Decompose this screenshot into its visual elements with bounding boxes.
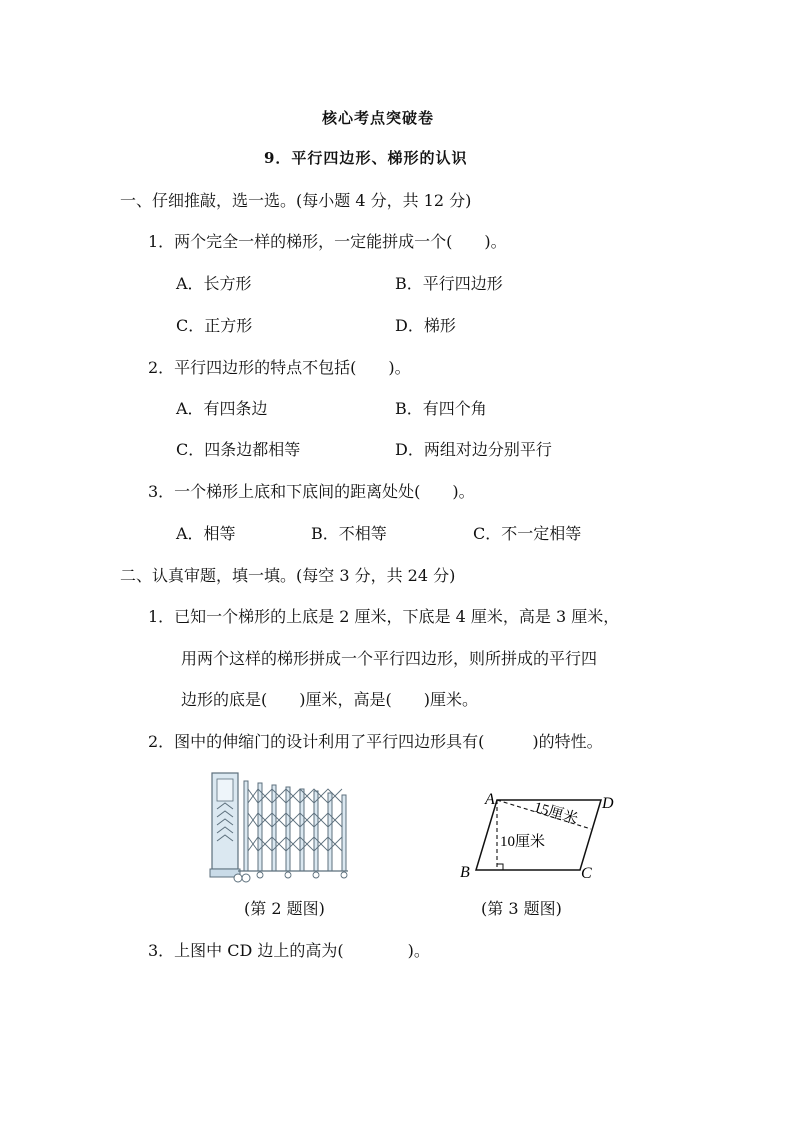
retractable-gate-figure: [208, 769, 354, 885]
question-1-2-option-c: C．四条边都相等: [176, 440, 301, 459]
parallelogram-figure: [455, 786, 625, 886]
question-1-1-option-c: C．正方形: [176, 316, 253, 335]
diagonal-length-label: 15厘米: [531, 799, 580, 828]
question-1-3-option-c: C．不一定相等: [473, 524, 582, 543]
question-2-3-stem: 3．上图中 CD 边上的高为( )。: [148, 941, 430, 960]
question-2-2-stem: 2．图中的伸缩门的设计利用了平行四边形具有( )的特性。: [148, 732, 603, 751]
question-1-1-option-d: D．梯形: [395, 316, 456, 335]
question-2-1-line-1: 1．已知一个梯形的上底是 2 厘米，下底是 4 厘米，高是 3 厘米，: [148, 607, 620, 626]
question-2-1-line-2: 用两个这样的梯形拼成一个平行四边形，则所拼成的平行四: [181, 649, 598, 668]
page-title: 核心考点突破卷: [322, 109, 435, 127]
question-1-1-option-a: A．长方形: [176, 274, 252, 293]
height-length-label: 10厘米: [500, 834, 546, 850]
question-1-3-option-a: A．相等: [176, 524, 236, 543]
vertex-d-label: D: [602, 795, 614, 812]
figure-2-caption: (第 2 题图): [244, 899, 325, 918]
figure-3-caption: (第 3 题图): [481, 899, 562, 918]
question-1-2-stem: 2．平行四边形的特点不包括( )。: [148, 358, 411, 377]
section-1-heading: 一、仔细推敲，选一选。(每小题 4 分，共 12 分): [120, 191, 472, 210]
vertex-b-label: B: [460, 864, 470, 881]
question-1-1-stem: 1．两个完全一样的梯形，一定能拼成一个( )。: [148, 232, 507, 251]
vertex-a-label: A: [485, 791, 495, 808]
question-1-1-option-b: B．平行四边形: [395, 274, 503, 293]
question-1-2-option-b: B．有四个角: [395, 399, 487, 418]
question-1-2-option-a: A．有四条边: [176, 399, 268, 418]
question-1-3-option-b: B．不相等: [311, 524, 387, 543]
question-2-1-line-3: 边形的底是( )厘米，高是( )厘米。: [181, 690, 478, 709]
section-2-heading: 二、认真审题，填一填。(每空 3 分，共 24 分): [120, 566, 456, 585]
retractable-gate-icon: [208, 769, 354, 885]
question-1-3-stem: 3．一个梯形上底和下底间的距离处处( )。: [148, 482, 475, 501]
question-1-2-option-d: D．两组对边分别平行: [395, 440, 552, 459]
section-subtitle: 9．平行四边形、梯形的认识: [264, 149, 468, 167]
vertex-c-label: C: [581, 865, 592, 882]
